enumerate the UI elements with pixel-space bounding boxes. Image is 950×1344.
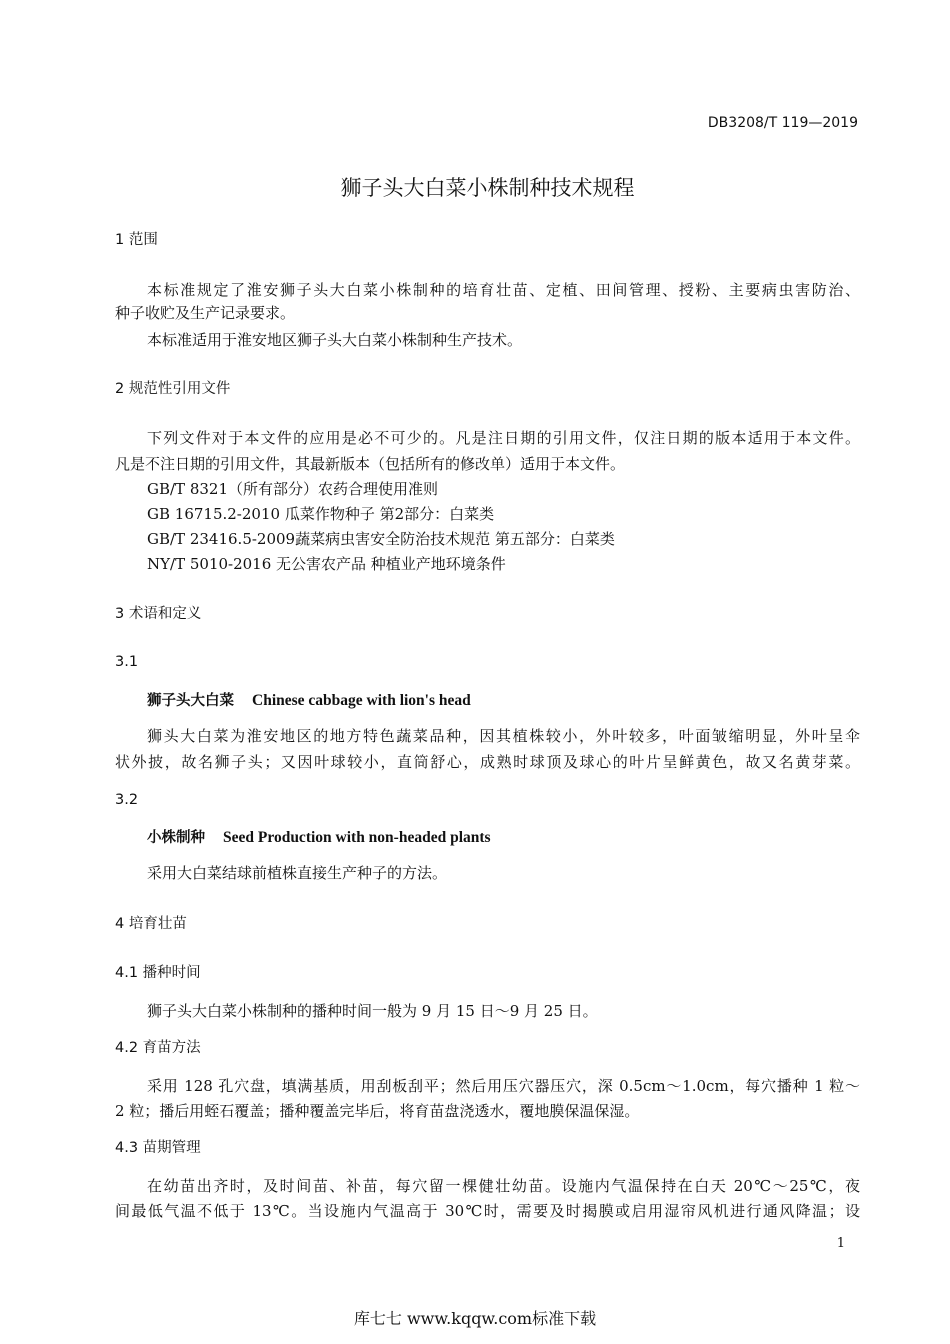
paragraph-line: 狮头大白菜为淮安地区的地方特色蔬菜品种，因其植株较小，外叶较多，叶面皱缩明显，外叶呈伞 xyxy=(147,727,860,745)
standard-code: DB3208/T 119—2019 xyxy=(707,115,858,131)
term-number: 3.1 xyxy=(115,654,139,670)
term-en: Chinese cabbage with lion's head xyxy=(252,692,471,709)
paragraph-line: 下列文件对于本文件的应用是必不可少的。凡是注日期的引用文件，仅注日期的版本适用于本文件。 xyxy=(147,429,860,447)
section-1-heading: 1 范围 xyxy=(115,232,158,248)
reference-item: GB/T 23416.5-2009蔬菜病虫害安全防治技术规范 第五部分：白菜类 xyxy=(147,530,615,548)
term-number: 3.2 xyxy=(115,792,139,808)
section-4-heading: 4 培育壮苗 xyxy=(115,916,187,932)
footer-watermark: 库七七 www.kqqw.com标准下载 xyxy=(353,1309,597,1328)
reference-item: NY/T 5010-2016 无公害农产品 种植业产地环境条件 xyxy=(147,555,506,573)
paragraph-line: 本标准适用于淮安地区狮子头大白菜小株制种生产技术。 xyxy=(147,331,523,349)
paragraph-line: 状外披，故名狮子头；又因叶球较小，直筒舒心，成熟时球顶及球心的叶片呈鲜黄色，故又名黄芽菜。 xyxy=(115,753,860,771)
term-zh: 小株制种 xyxy=(147,830,205,846)
page-number: 1 xyxy=(836,1236,845,1251)
paragraph-line: 种子收贮及生产记录要求。 xyxy=(115,304,296,322)
paragraph-line: 在幼苗出齐时，及时间苗、补苗，每穴留一棵健壮幼苗。设施内气温保持在白天 20℃～25℃，夜 xyxy=(147,1177,860,1195)
term-en: Seed Production with non-headed plants xyxy=(223,829,491,846)
paragraph-line: 采用大白菜结球前植株直接生产种子的方法。 xyxy=(147,864,448,882)
term-zh: 狮子头大白菜 xyxy=(147,693,234,709)
reference-item: GB/T 8321（所有部分）农药合理使用准则 xyxy=(147,480,439,498)
paragraph-line: 狮子头大白菜小株制种的播种时间一般为 9 月 15 日～9 月 25 日。 xyxy=(147,1002,598,1020)
paragraph-line: 2 粒；播后用蛭石覆盖；播种覆盖完毕后，将育苗盘浇透水，覆地膜保温保湿。 xyxy=(115,1102,640,1120)
paragraph-line: 本标准规定了淮安狮子头大白菜小株制种的培育壮苗、定植、田间管理、授粉、主要病虫害防治、 xyxy=(147,281,860,299)
term-title xyxy=(147,828,491,848)
section-4-1-heading: 4.1 播种时间 xyxy=(115,965,201,981)
paragraph-line: 间最低气温不低于 13℃。当设施内气温高于 30℃时，需要及时揭膜或启用湿帘风机进行通风降温；设 xyxy=(115,1202,860,1220)
paragraph-line: 凡是不注日期的引用文件，其最新版本（包括所有的修改单）适用于本文件。 xyxy=(115,455,626,473)
section-4-3-heading: 4.3 苗期管理 xyxy=(115,1140,201,1156)
section-3-heading: 3 术语和定义 xyxy=(115,606,202,622)
term-title xyxy=(147,691,471,711)
reference-item: GB 16715.2-2010 瓜菜作物种子 第2部分：白菜类 xyxy=(147,505,495,523)
section-2-heading: 2 规范性引用文件 xyxy=(115,381,231,397)
section-4-2-heading: 4.2 育苗方法 xyxy=(115,1040,201,1056)
document-title: 狮子头大白菜小株制种技术规程 xyxy=(340,176,635,200)
paragraph-line: 采用 128 孔穴盘，填满基质，用刮板刮平；然后用压穴器压穴，深 0.5cm～1.0cm，每穴播种 1 粒～ xyxy=(147,1077,860,1095)
